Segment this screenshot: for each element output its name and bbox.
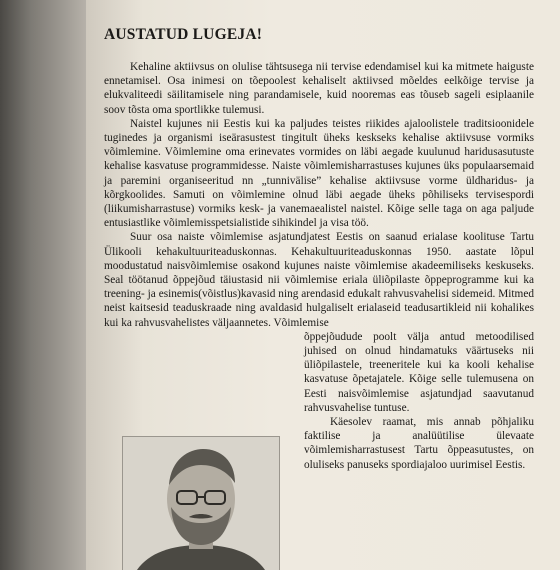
paragraph-4: Käesolev raamat, mis annab põhjaliku faktilise ja analüütilise ülevaate võimlemisharrastusest Tartu õppeasutustes, on oluliseks panuseks spordiajaloo uurimisel Eestis. (304, 416, 534, 471)
paragraph-1: Kehaline aktiivsus on olulise tähtsusega nii tervise edendamisel kui ka mitmete haiguste ennetamisel. Osa inimesi on tõepoolest kehaliselt aktiivsed mõeldes eelkõige tervise ja elukvaliteedi säilitamisele ning parandamisele, kuid nooremas eas tõuseb sageli esiplaanile soov tõsta oma sportlikke tulemusi. (104, 61, 534, 116)
book-spine-shadow (0, 0, 88, 570)
author-portrait-photo (122, 436, 280, 570)
page-title: AUSTATUD LUGEJA! (104, 26, 263, 43)
paragraph-2: Naistel kujunes nii Eestis kui ka paljudes teistes riikides ajaloolistele traditsioonidele tuginedes ja organismi iseärasustest tingitult üheks keskseks kehalise aktiivsuse vormiks võimlemine. Võimlemine oma erinevates vormides on läbi aegade kuulunud haridusasutuste kehalise kasvatuse programmidesse. Naiste võimlemisharrastuses kujunes üks populaarsemaid ja paremini organiseeritud nn „tunnivälise” kehalise aktiivsuse vorme üldharidus- ja kõrgkoolides. Samuti on võimlemine olnud läbi aegade üheks põhiliseks tervisespordi (liikumisharrastuse) vormiks kesk- ja vanemaealistel naistel. Kõige selle taga on aga paljude entusiastlike võimlemisspetsialistide sihikindel ja visa töö. (104, 117, 534, 230)
portrait-illustration (123, 437, 279, 570)
book-page (86, 0, 560, 570)
paragraph-3-continued: õppejõudude poolt välja antud metoodilised juhised on olnud hindamatuks väärtuseks nii üliõpilastele, treeneritele kui ka kooli kehalise kasvatuse õpetajatele. Kõige selle tulemusena on Eesti naisvõimlemise asjatundjad saavutanud rahvusvahelise tuntuse. (304, 330, 534, 414)
page-content (104, 26, 534, 472)
paragraph-3: Suur osa naiste võimlemise asjatundjatest Eestis on saanud erialase koolituse Tartu Ülikooli kehakultuuriteaduskonnas. Kehakultuuriteaduskonnas 1950. aastate lõpul moodustatud naisvõimlemise osakond kujunes naiste võimlemise akadeemiliseks keskuseks. Seal töötanud õppejõud täiustasid nii võimlemise eriala üliõpilaste õppeprogramme kui ka treening- ja esinemis(võistlus)kavasid ning arendasid edukalt rahvusvahelisi sidemeid. Mitmed neist kaitsesid teaduskraade ning avaldasid hulgaliselt erialaseid teadusartikleid nii kohalikes kui ka rahvusvahelistes väljaannetes. Võimlemise (104, 231, 534, 329)
